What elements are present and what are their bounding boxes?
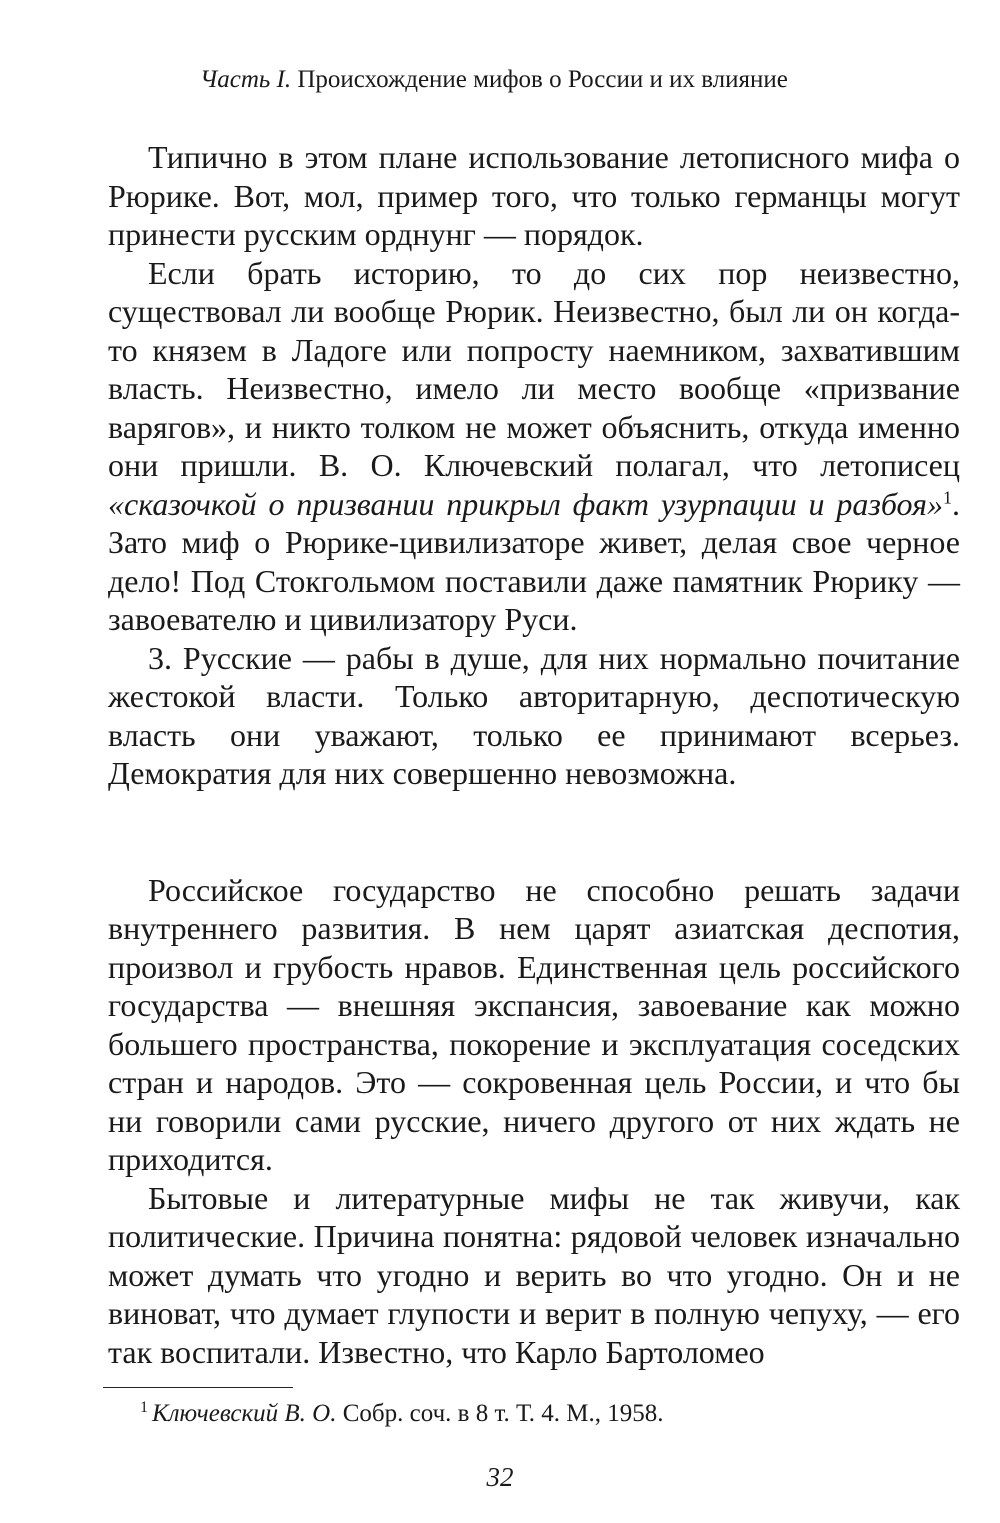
footnote-divider — [103, 1387, 293, 1388]
paragraph-everyday-myths: Бытовые и литературные мифы не так живучи, как политические. Причина понятна: рядовой человек изначально может думать что угодно и верить во что угодно. Он и не виноват, что думает глупости и верит в полную чепуху, — его так воспитали. Известно, что Карло Бартоломео — [108, 1179, 960, 1370]
header-part-label: Часть I. — [200, 66, 292, 93]
footnote-text: Собр. соч. в 8 т. Т. 4. М., 1958. — [342, 1400, 664, 1427]
paragraph-rurik-myth: Типично в этом плане использование летописного мифа о Рюрике. Вот, мол, пример того, что только германцы могут принести русским орднунг — порядок. — [108, 139, 960, 252]
footnote-mark: 1 — [140, 1398, 148, 1416]
paragraph-text-after-quote: . Зато миф о Рюрике-цивилизаторе живет, делая свое черное дело! Под Стокгольмом поставили даже памятник Рюрику — завоевателю и цивилизатору Руси. — [108, 485, 960, 637]
paragraph-text-before-quote: Если брать историю, то до сих пор неизвестно, существовал ли вообще Рюрик. Неизвестно, был ли он когда-то князем в Ладоге или попросту наемником, захватившим власть. Неизвестно, имело ли место вообще «призвание варягов», и никто толком не может объяснить, откуда именно они пришли. В. О. Ключевский полагал, что летописец — [108, 254, 960, 483]
myth-item-3: 3. Русские — рабы в душе, для них нормально почитание жестокой власти. Только авторитарную, деспотическую власть они уважают, только ее принимают всерьез. Демократия для них совершенно невозможна. — [108, 639, 960, 791]
main-text — [108, 138, 960, 1371]
paragraph-rurik-history — [108, 254, 960, 639]
page-number: 32 — [486, 1462, 514, 1492]
klyuchevsky-quote: «сказочкой о призвании прикрыл факт узурпации и разбоя» — [108, 485, 943, 522]
section-spacer — [108, 793, 960, 871]
paragraph-russian-state: Российское государство не способно решать задачи внутреннего развития. В нем царят азиатская деспотия, произвол и грубость нравов. Единственная цель российского государства — внешняя экспансия, завоевание как можно большего пространства, покорение и эксплуатация соседских стран и народов. Это — сокровенная цель России, и что бы ни говорили сами русские, ничего другого от них ждать не приходится. — [108, 871, 960, 1177]
footnote-author: Ключевский В. О. — [152, 1400, 337, 1427]
footnote-reference[interactable]: 1 — [943, 486, 952, 507]
footnote — [140, 1397, 960, 1431]
running-header — [200, 62, 890, 98]
header-title: Происхождение мифов о России и их влияние — [297, 66, 788, 93]
